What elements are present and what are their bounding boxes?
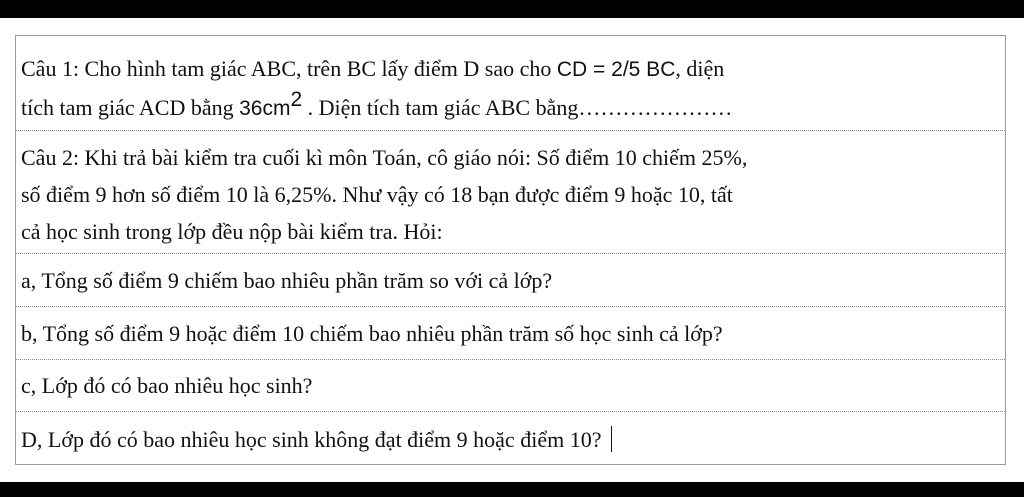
question-1-text-b: , diện xyxy=(675,56,725,81)
sub-question-b-row xyxy=(16,307,1005,360)
question-1-line-1 xyxy=(21,56,724,83)
text-cursor xyxy=(611,426,612,452)
question-table xyxy=(15,35,1006,465)
question-2-line-1: Câu 2: Khi trả bài kiểm tra cuối kì môn Toán, cô giáo nói: Số điểm 10 chiếm 25%, xyxy=(21,145,748,170)
sub-question-c-row xyxy=(16,360,1005,412)
question-1-text-a: Câu 1: Cho hình tam giác ABC, trên BC lấy điểm D sao cho xyxy=(21,56,557,81)
area-value: 36cm xyxy=(239,97,291,120)
sub-question-d-line xyxy=(21,426,612,453)
area-exponent: 2 xyxy=(290,88,303,111)
question-1-formula: CD = 2/5 BC xyxy=(556,58,676,81)
question-1-text-c: tích tam giác ACD bằng xyxy=(21,95,240,120)
sub-question-a: a, Tổng số điểm 9 chiếm bao nhiêu phần trăm so với cả lớp? xyxy=(21,268,553,293)
sub-question-b: b, Tổng số điểm 9 hoặc điểm 10 chiếm bao nhiêu phần trăm số học sinh cả lớp? xyxy=(21,321,723,346)
question-2-line-3: cả học sinh trong lớp đều nộp bài kiểm tra. Hỏi: xyxy=(21,219,443,244)
question-1-row xyxy=(16,36,1005,131)
sub-question-a-row xyxy=(16,254,1005,307)
sub-question-d: D, Lớp đó có bao nhiêu học sinh không đạt điểm 9 hoặc điểm 10? xyxy=(21,427,602,452)
question-1-line-2 xyxy=(21,88,733,122)
sub-question-c: c, Lớp đó có bao nhiêu học sinh? xyxy=(21,373,313,398)
sub-question-d-row xyxy=(16,412,1005,466)
question-2-line-2: số điểm 9 hơn số điểm 10 là 6,25%. Như vậy có 18 bạn được điểm 9 hoặc 10, tất xyxy=(21,182,733,207)
question-1-text-d: . Diện tích tam giác ABC bằng………………… xyxy=(302,95,733,120)
document-page xyxy=(0,18,1024,482)
question-2-row xyxy=(16,131,1005,254)
